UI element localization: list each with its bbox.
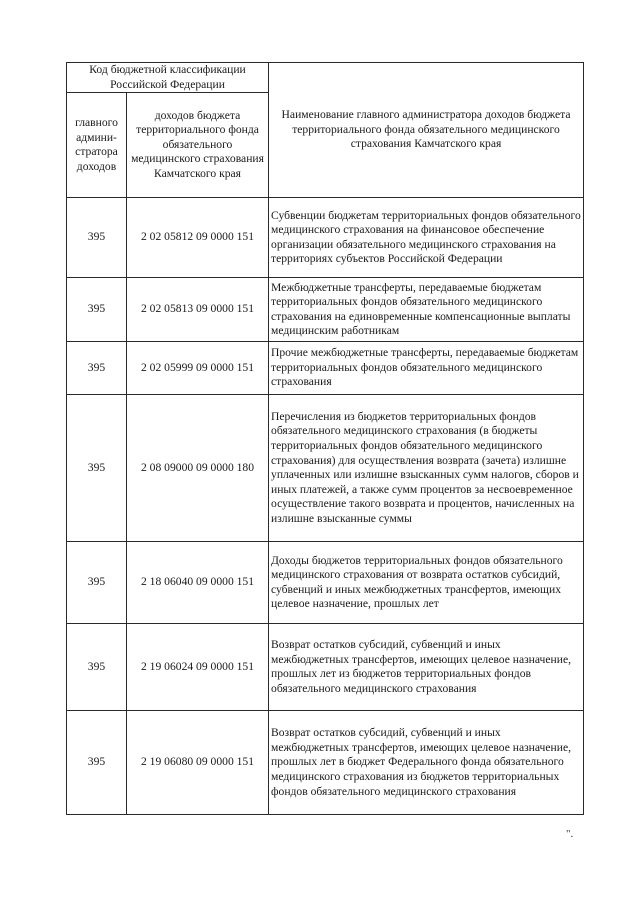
revenue-name-cell: Межбюджетные трансферты, передаваемые бюджетам территориальных фондов обязательного медицинского страхования на единовременные компенсационные выплаты медицинским работникам [269,278,584,342]
table-row [67,624,584,711]
revenue-name-cell: Перечисления из бюджетов территориальных фондов обязательного медицинского страхования (в бюджеты территориальных фондов обязательного медицинского страхования) для осуществления возврата (зачета) излишне уплаченных или излишне взысканных сумм налогов, сборов и иных платежей, а также сумм процентов за несвоевременное осуществление такого возврата и процентов, начисленных на излишне взысканные суммы [269,395,584,542]
budget-code-cell: 2 19 06024 09 0000 151 [127,624,269,711]
admin-code-cell: 395 [67,542,127,624]
budget-code-cell: 2 02 05812 09 0000 151 [127,198,269,278]
admin-code-cell: 395 [67,278,127,342]
revenue-name-cell: Возврат остатков субсидий, субвенций и иных межбюджетных трансфертов, имеющих целевое назначение, прошлых лет из бюджетов территориальных фондов обязательного медицинского страхования [269,624,584,711]
admin-code-cell: 395 [67,395,127,542]
admin-code-cell: 395 [67,342,127,395]
table-row [67,711,584,815]
header-revenue-code: доходов бюджета территориального фонда обязательного медицинского страхования Камчатского края [127,93,269,198]
header-group-code: Код бюджетной классификации Российской Федерации [67,63,269,93]
budget-code-cell: 2 18 06040 09 0000 151 [127,542,269,624]
revenue-name-cell: Прочие межбюджетные трансферты, передаваемые бюджетам территориальных фондов обязательного медицинского страхования [269,342,584,395]
revenue-name-cell: Субвенции бюджетам территориальных фондов обязательного медицинского страхования на финансовое обеспечение организации обязательного медицинского страхования на территориях субъектов Российской Федерации [269,198,584,278]
header-row-top [67,63,584,93]
budget-code-cell: 2 19 06080 09 0000 151 [127,711,269,815]
table-row [67,542,584,624]
closing-quote-mark: ". [566,828,574,840]
revenue-name-cell: Доходы бюджетов территориальных фондов обязательного медицинского страхования от возврата остатков субсидий, субвенций и иных межбюджетных трансфертов, имеющих целевое назначение, прошлых лет [269,542,584,624]
admin-code-cell: 395 [67,624,127,711]
table-row [67,198,584,278]
budget-classification-table [66,62,584,815]
header-main-admin: главного админи-стратора доходов [67,93,127,198]
budget-code-cell: 2 08 09000 09 0000 180 [127,395,269,542]
header-admin-name: Наименование главного администратора доходов бюджета территориального фонда обязательного медицинского страхования Камчатского края [269,63,584,198]
budget-code-cell: 2 02 05813 09 0000 151 [127,278,269,342]
table-row [67,342,584,395]
table-row [67,395,584,542]
revenue-name-cell: Возврат остатков субсидий, субвенций и иных межбюджетных трансфертов, имеющих целевое назначение, прошлых лет в бюджет Федерального фонда обязательного медицинского страхования из бюджетов территориальных фондов обязательного медицинского страхования [269,711,584,815]
budget-code-cell: 2 02 05999 09 0000 151 [127,342,269,395]
admin-code-cell: 395 [67,711,127,815]
table-row [67,278,584,342]
admin-code-cell: 395 [67,198,127,278]
